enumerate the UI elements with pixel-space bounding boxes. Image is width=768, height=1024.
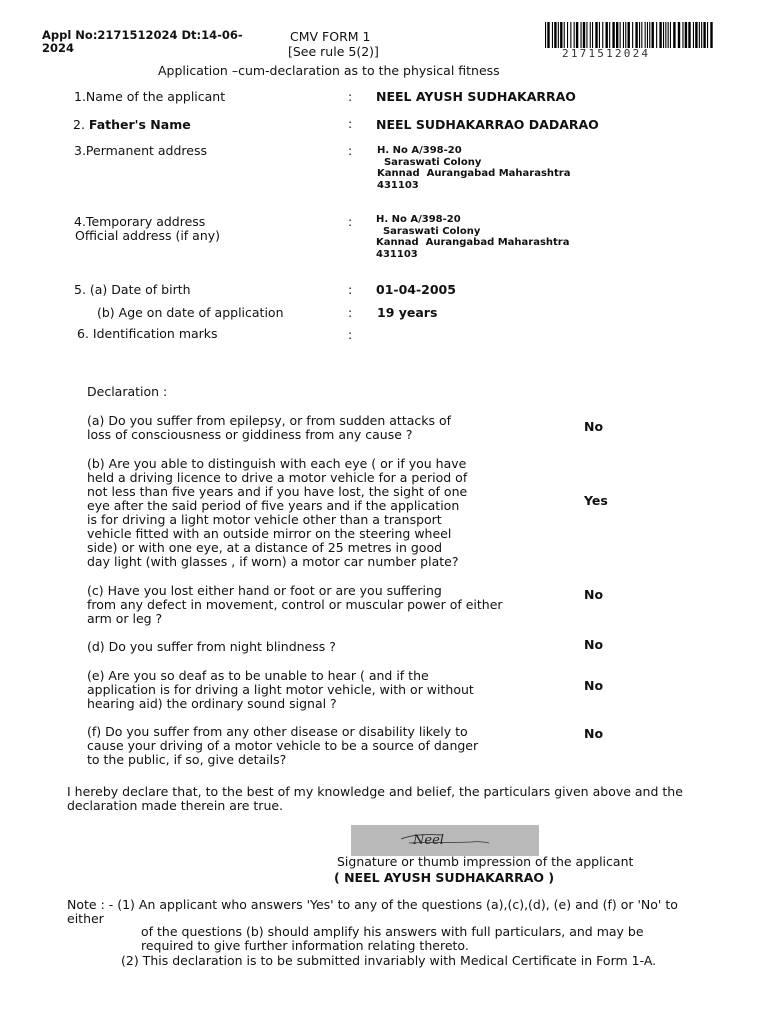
barcode-bar — [665, 22, 666, 48]
barcode-bar — [623, 22, 624, 48]
address-line: H. No A/398-20 — [377, 145, 462, 156]
father-label — [73, 118, 191, 132]
barcode-bar — [583, 22, 585, 48]
declaration-title: Declaration : — [87, 384, 168, 399]
form-heading: Application –cum-declaration as to the physical fitness — [158, 63, 500, 78]
note-1-line-3: required to give further information relating thereto. — [141, 938, 469, 953]
barcode-bar — [710, 22, 712, 48]
barcode-bar — [609, 22, 610, 48]
barcode-bar — [590, 22, 591, 48]
age-label: (b) Age on date of application — [97, 305, 284, 320]
barcode-bar — [554, 22, 556, 48]
official-address-label: Official address (if any) — [75, 228, 221, 243]
barcode-bar — [693, 22, 694, 48]
barcode-bar — [641, 22, 642, 48]
answer-b: Yes — [584, 493, 608, 508]
signature-text: Neel — [413, 833, 444, 848]
barcode-bar — [663, 22, 664, 48]
father-label-prefix: 2. — [73, 117, 85, 132]
barcode-bar — [576, 22, 578, 48]
answer-d: No — [584, 637, 604, 652]
father-label-text: Father's Name — [88, 117, 191, 132]
barcode-bar — [581, 22, 582, 48]
address-line: 431103 — [377, 179, 419, 191]
barcode-bar — [620, 22, 621, 48]
barcode-bar — [586, 22, 587, 48]
note-2: (2) This declaration is to be submitted invariably with Medical Certificate in Form 1-A. — [121, 953, 657, 968]
barcode-bar — [592, 22, 593, 48]
barcode-bar — [574, 22, 575, 48]
dob-colon: : — [348, 282, 353, 297]
barcode-bar — [645, 22, 646, 48]
answer-e: No — [584, 678, 604, 693]
age-value: 19 years — [377, 305, 438, 320]
temporary-address-value — [376, 214, 570, 260]
barcode-bar — [625, 22, 626, 48]
signature-scribble — [351, 825, 539, 856]
answer-a: No — [584, 419, 604, 434]
barcode-bar — [670, 22, 671, 48]
permanent-address-value — [377, 145, 571, 191]
barcode-bar — [678, 22, 680, 48]
barcode-bar — [701, 22, 702, 48]
barcode-bar — [552, 22, 553, 48]
barcode-bar — [599, 22, 600, 48]
signatory-name: ( NEEL AYUSH SUDHAKARRAO ) — [334, 870, 555, 885]
form-rule: [See rule 5(2)] — [288, 44, 379, 59]
signature-caption: Signature or thumb impression of the applicant — [337, 854, 634, 869]
barcode-bar — [628, 22, 630, 48]
note-1-line-1: Note : - (1) An applicant who answers 'Yes' to any of the questions (a),(c),(d), (e) and (f) or 'No' to either — [67, 897, 678, 926]
barcode-bar — [656, 22, 657, 48]
barcode-bar — [639, 22, 640, 48]
barcode-bar — [560, 22, 562, 48]
barcode-bar — [632, 22, 633, 48]
address-line: 431103 — [376, 248, 418, 260]
name-colon: : — [348, 89, 353, 104]
barcode-bar — [659, 22, 661, 48]
barcode-bar — [703, 22, 705, 48]
barcode-number: 2171512024 — [562, 47, 651, 60]
barcode-bar — [649, 22, 650, 48]
barcode-bar — [567, 22, 568, 48]
identification-colon: : — [348, 327, 353, 342]
permanent-address-colon: : — [348, 143, 353, 158]
barcode-bar — [570, 22, 571, 48]
barcode-bar — [682, 22, 683, 48]
barcode-bar — [635, 22, 637, 48]
address-line: Kannad Aurangabad Maharashtra — [377, 168, 571, 180]
dob-value: 01-04-2005 — [376, 282, 456, 297]
declaration-statement: I hereby declare that, to the best of my knowledge and belief, the particulars given above and the declaration made therein are true. — [67, 784, 683, 813]
barcode-bar — [647, 22, 648, 48]
temporary-address-colon: : — [348, 214, 353, 229]
question-a: (a) Do you suffer from epilepsy, or from sudden attacks of loss of consciousness or giddiness from any cause ? — [87, 413, 452, 442]
barcode-bar — [612, 22, 614, 48]
barcode-bar — [668, 22, 669, 48]
application-number: Appl No:2171512024 Dt:14-06-2024 — [42, 28, 243, 55]
barcode-bar — [688, 22, 690, 48]
father-value: NEEL SUDHAKARRAO DADARAO — [376, 117, 599, 132]
barcode-bar — [547, 22, 549, 48]
barcode-bar — [652, 22, 654, 48]
barcode-bar — [545, 22, 546, 48]
question-b: (b) Are you able to distinguish with each eye ( or if you have held a driving licence to drive a motor vehicle for a period of not less than five years and if you have lost, the sight of one eye after the said period of five years and if the application is for driving a light motor vehicle other than a transport vehicle fitted with an outside mirror on the steering wheel side) or with one eye, at a distance of 25 metres in good day light (with glasses , if worn) a motor car number plate? — [87, 456, 468, 569]
identification-label: 6. Identification marks — [77, 326, 218, 341]
temporary-address-label: 4.Temporary address — [74, 214, 206, 229]
barcode-bar — [558, 22, 559, 48]
address-line: Saraswati Colony — [376, 225, 481, 237]
barcode-bar — [673, 22, 675, 48]
permanent-address-label: 3.Permanent address — [74, 143, 207, 158]
barcode-bar — [695, 22, 697, 48]
barcode-bar — [616, 22, 618, 48]
father-colon: : — [348, 116, 353, 131]
signature-image — [351, 825, 539, 856]
question-d: (d) Do you suffer from night blindness ? — [87, 639, 336, 654]
address-line: H. No A/398-20 — [376, 214, 461, 225]
address-line: Saraswati Colony — [377, 156, 482, 168]
note-1-line-2: of the questions (b) should amplify his answers with full particulars, and may be — [141, 924, 644, 939]
address-line: Kannad Aurangabad Maharashtra — [376, 237, 570, 249]
form-title: CMV FORM 1 — [290, 29, 371, 44]
name-value: NEEL AYUSH SUDHAKARRAO — [376, 89, 576, 104]
barcode-bar — [602, 22, 603, 48]
barcode-bar — [595, 22, 597, 48]
name-label: 1.Name of the applicant — [74, 89, 226, 104]
barcode-bar — [699, 22, 700, 48]
question-c: (c) Have you lost either hand or foot or are you suffering from any defect in movement, control or muscular power of either arm or leg ? — [87, 583, 503, 626]
barcode-bar — [707, 22, 708, 48]
dob-label: 5. (a) Date of birth — [74, 282, 191, 297]
barcode-bar — [564, 22, 565, 48]
question-e: (e) Are you so deaf as to be unable to hear ( and if the application is for driving a light motor vehicle, with or without hearing aid) the ordinary sound signal ? — [87, 668, 474, 711]
barcode-bar — [606, 22, 608, 48]
answer-f: No — [584, 726, 604, 741]
barcode-bar — [685, 22, 687, 48]
question-f: (f) Do you suffer from any other disease or disability likely to cause your driving of a motor vehicle to be a source of danger to the public, if so, give details? — [87, 724, 479, 767]
barcode-image — [545, 22, 713, 48]
answer-c: No — [584, 587, 604, 602]
age-colon: : — [348, 305, 353, 320]
